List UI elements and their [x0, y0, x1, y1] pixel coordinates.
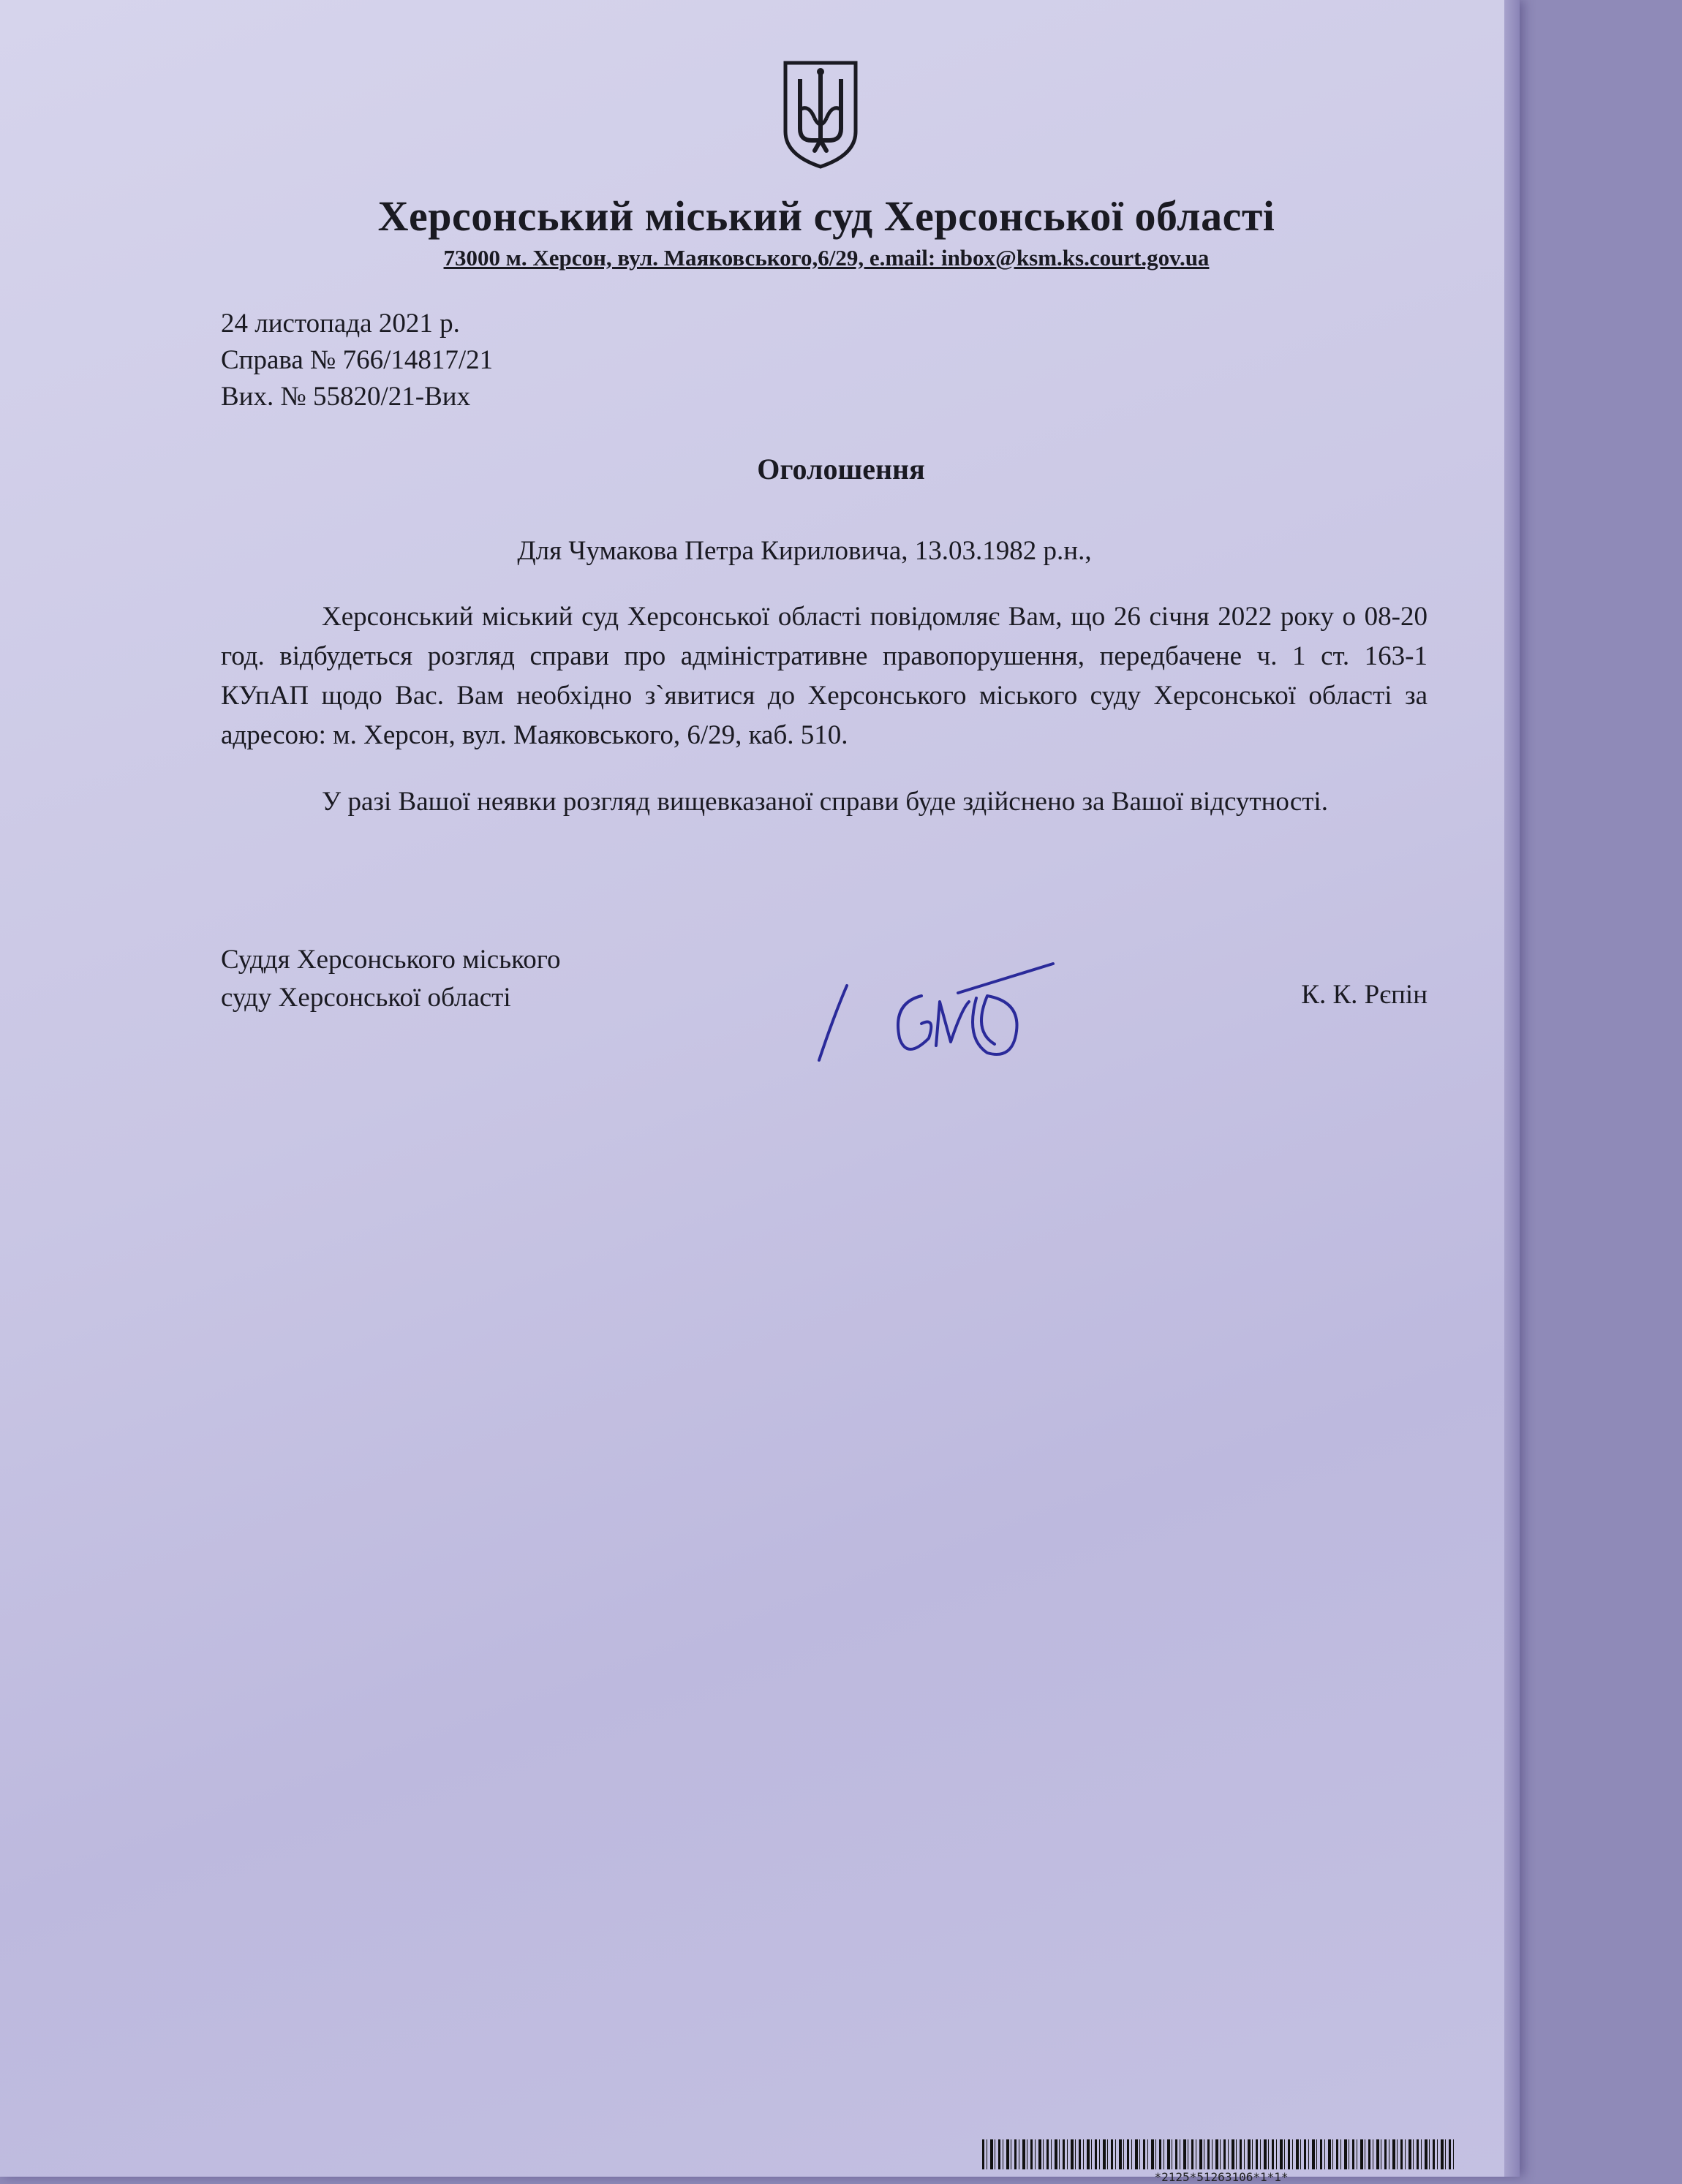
handwritten-signature-icon: [812, 951, 1090, 1075]
outgoing-number: Вих. № 55820/21-Вих: [221, 382, 471, 412]
body-paragraph-1: Херсонський міський суд Херсонської області повідомляє Вам, що 26 січня 2022 року о 08-20 год. відбудеться розгляд справи про адміністративне правопорушення, передбачене ч. 1 ст. 163-1 КУпАП щодо Вас. Вам необхідно з`явитися до Херсонського міського суду Херсонської області за адресою: м. Херсон, вул. Маяковського, 6/29, каб. 510.: [221, 602, 1428, 750]
body-paragraph-2: У разі Вашої неявки розгляд вищевказаної справи буде здійснено за Вашої відсутності.: [322, 787, 1328, 817]
barcode-icon: [982, 2139, 1456, 2169]
document-meta: [221, 306, 493, 415]
position-line-2: суду Херсонської області: [221, 983, 511, 1013]
document-date: 24 листопада 2021 р.: [221, 309, 460, 339]
judge-name: К. К. Рєпін: [1301, 980, 1428, 1010]
court-name: Херсонський міський суд Херсонської області: [377, 192, 1275, 240]
paper-edge: [1504, 0, 1520, 2177]
barcode-text: *2125*51263106*1*1*: [1154, 2170, 1289, 2184]
ukraine-trident-emblem-icon: [781, 58, 860, 170]
position-line-1: Суддя Херсонського міського: [221, 945, 561, 975]
case-number: Справа № 766/14817/21: [221, 345, 494, 375]
addressee: Для Чумакова Петра Кириловича, 13.03.1982 р.н.,: [517, 536, 1092, 566]
court-address: 73000 м. Херсон, вул. Маяковського,6/29, e.mail: inbox@ksm.ks.court.gov.ua: [443, 245, 1210, 271]
document-title: Оголошення: [757, 453, 925, 485]
signatory-position: [221, 941, 560, 1017]
